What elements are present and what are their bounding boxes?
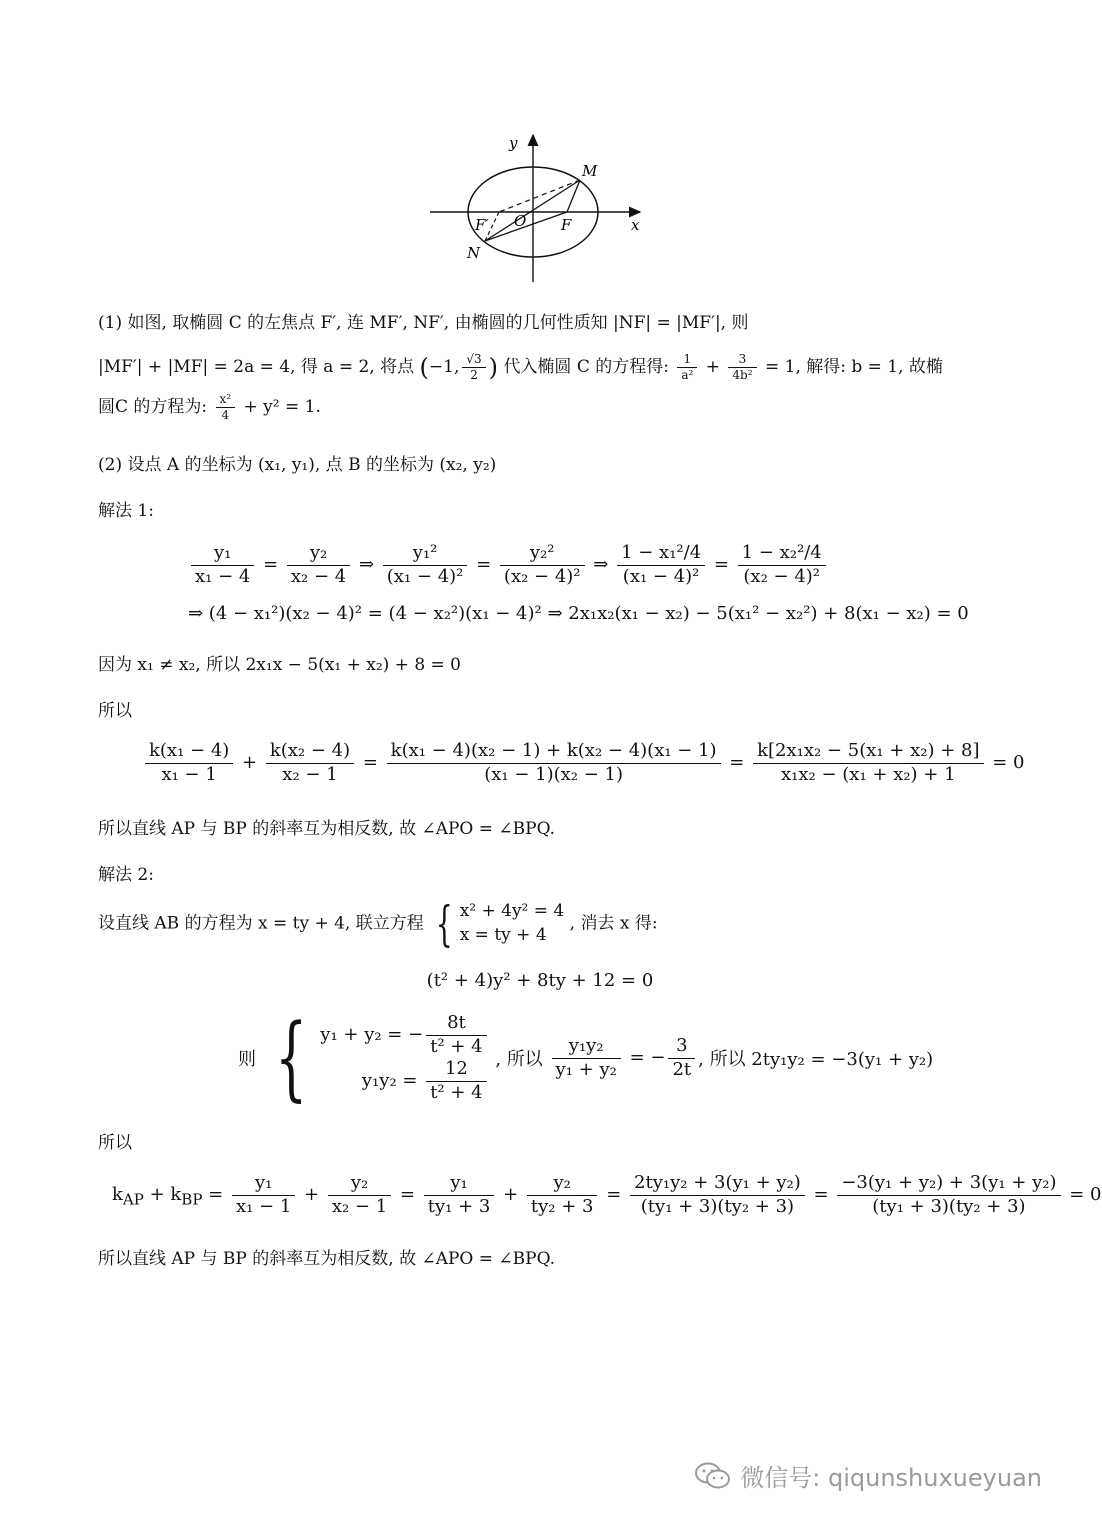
label-Fprime: F′: [475, 216, 489, 234]
method2-heading: 解法 2:: [98, 865, 154, 885]
part1-line2-b: 代入椭圆 C 的方程得:: [503, 357, 669, 377]
soA-label: , 所以: [495, 1049, 543, 1070]
wechat-icon: [694, 1461, 732, 1491]
system-eq2: x = ty + 4: [459, 925, 547, 945]
setline: 设直线 AB 的方程为 x = ty + 4, 联立方程 { x² + 4y² = 4 x = ty + 4 , 消去 x 得:: [98, 896, 658, 952]
frac-1-a2: $\frac{1}{\text{a²}}$: [677, 352, 697, 383]
system-eq1: x² + 4y² = 4: [459, 901, 565, 922]
segment-MFp-dashed: [499, 180, 580, 212]
method1-heading: 解法 1:: [98, 501, 154, 521]
watermark-text: 微信号: qiqunshuxueyuan: [740, 1464, 1042, 1492]
label-F: F: [561, 216, 572, 234]
part1-line3-b: + y² = 1.: [243, 397, 321, 417]
so-line-2: 所以: [98, 1133, 132, 1153]
vieta-block: 则 { y₁ + y₂ = − $\frac{8t}{\text{t² + 4}}$ y₁y₂ = $\frac{12}{\text{t² + 4}}$ , 所以 $\frac{\text{y₁y₂}}{\text{y₁ + y₂}}$ = − $\frac{3}{2t}$ , 所以 2ty₁y₂ = −3(y₁ + y₂): [238, 1004, 934, 1111]
part1-line1: (1) 如图, 取椭圆 C 的左焦点 F′, 连 MF′, NF′, 由椭圆的几何性质知 |NF| = |MF′|, 则: [98, 313, 749, 333]
ellipse-diagram: [425, 130, 655, 290]
label-O: O: [514, 212, 527, 230]
so-line-1: 所以: [98, 701, 132, 721]
conclusion-2: 所以直线 AP 与 BP 的斜率互为相反数, 故 ∠APO = ∠BPQ.: [98, 1249, 556, 1269]
point-coord: (: [419, 353, 429, 382]
soB-label: , 所以 2ty₁y₂ = −3(y₁ + y₂): [698, 1049, 934, 1070]
method1-eq1: $\frac{\text{y₁}}{\text{x₁ − 4}}$ = $\frac{\text{y₂}}{\text{x₂ − 4}}$ ⇒ $\frac{\text{y₁²}}{\text{(x₁ − 4)²}}$ = $\frac{\text{y₂²}}{\text{(x₂ − 4)²}}$ ⇒ $\frac{\text{1 − x₁²/4}}{\text{(x₁ − 4)²}}$ = $\frac{\text{1 − x₂²/4}}{\text{(x₂ − 4)²}}$: [188, 542, 829, 588]
setline-a: 设直线 AB 的方程为 x = ty + 4, 联立方程: [98, 913, 424, 934]
method1-sum-eq: $\frac{\text{k(x₁ − 4)}}{\text{x₁ − 1}}$ + $\frac{\text{k(x₂ − 4)}}{\text{x₂ − 1}}$ = $\frac{\text{k(x₁ − 4)(x₂ − 1) + k(x₂ − 4)(x₁ − 1)}}{\text{(x₁ − 1)(x₂ − 1)}}$ = $\frac{\text{k[2x₁x₂ − 5(x₁ + x₂) + 8]}}{\text{x₁x₂ − (x₁ + x₂) + 1}}$ = 0: [142, 740, 1024, 786]
label-N: N: [467, 244, 481, 262]
part2-intro: (2) 设点 A 的坐标为 (x₁, y₁), 点 B 的坐标为 (x₂, y₂): [98, 455, 497, 475]
frac-3-4b2: $\frac{3}{\text{4b²}}$: [728, 352, 756, 383]
part1-line3-a: 圆C 的方程为:: [98, 397, 208, 417]
method1-eq2: ⇒ (4 − x₁²)(x₂ − 4)² = (4 − x₂²)(x₁ − 4)² ⇒ 2x₁x₂(x₁ − x₂) − 5(x₁² − x₂²) + 8(x₁ − x₂) = 0: [188, 603, 969, 624]
setline-b: , 消去 x 得:: [569, 913, 658, 934]
because-line: 因为 x₁ ≠ x₂, 所以 2x₁x − 5(x₁ + x₂) + 8 = 0: [98, 655, 462, 675]
part1-line2-c: , 解得: b = 1, 故椭: [795, 357, 943, 377]
frac-x2-4: $\frac{\text{x²}}{4}$: [216, 392, 236, 423]
part1-line2-a: |MF′| + |MF| = 2a = 4, 得 a = 2, 将点: [98, 357, 415, 377]
part1-line2: |MF′| + |MF| = 2a = 4, 得 a = 2, 将点 (−1, $\frac{√3}{2}$ ) 代入椭圆 C 的方程得: $\frac{1}{\text{a²}}$ + $\frac{3}{\text{4b²}}$ = 1, 解得: b = 1, 故椭: [98, 352, 943, 382]
part1-line3: [98, 392, 321, 423]
quadratic-eq: (t² + 4)y² + 8ty + 12 = 0: [426, 970, 654, 991]
method2-sum-eq: $k_{AP} + k_{BP}$ = $\frac{\text{y₁}}{\text{x₁ − 1}}$ + $\frac{\text{y₂}}{\text{x₂ − 1}}$ = $\frac{\text{y₁}}{\text{ty₁ + 3}}$ + $\frac{\text{y₂}}{\text{ty₂ + 3}}$ = $\frac{\text{2ty₁y₂ + 3(y₁ + y₂)}}{\text{(ty₁ + 3)(ty₂ + 3)}}$ = $\frac{\text{−3(y₁ + y₂) + 3(y₁ + y₂)}}{\text{(ty₁ + 3)(ty₂ + 3)}}$ = 0: [112, 1172, 1102, 1217]
label-M: M: [582, 162, 598, 180]
label-y: y: [509, 134, 518, 152]
wechat-watermark: [694, 1458, 1042, 1493]
frac-sqrt3-2: $\frac{√3}{2}$: [462, 352, 485, 383]
then-label: 则: [238, 1049, 256, 1070]
label-x: x: [631, 216, 640, 234]
conclusion-1: 所以直线 AP 与 BP 的斜率互为相反数, 故 ∠APO = ∠BPQ.: [98, 819, 556, 839]
